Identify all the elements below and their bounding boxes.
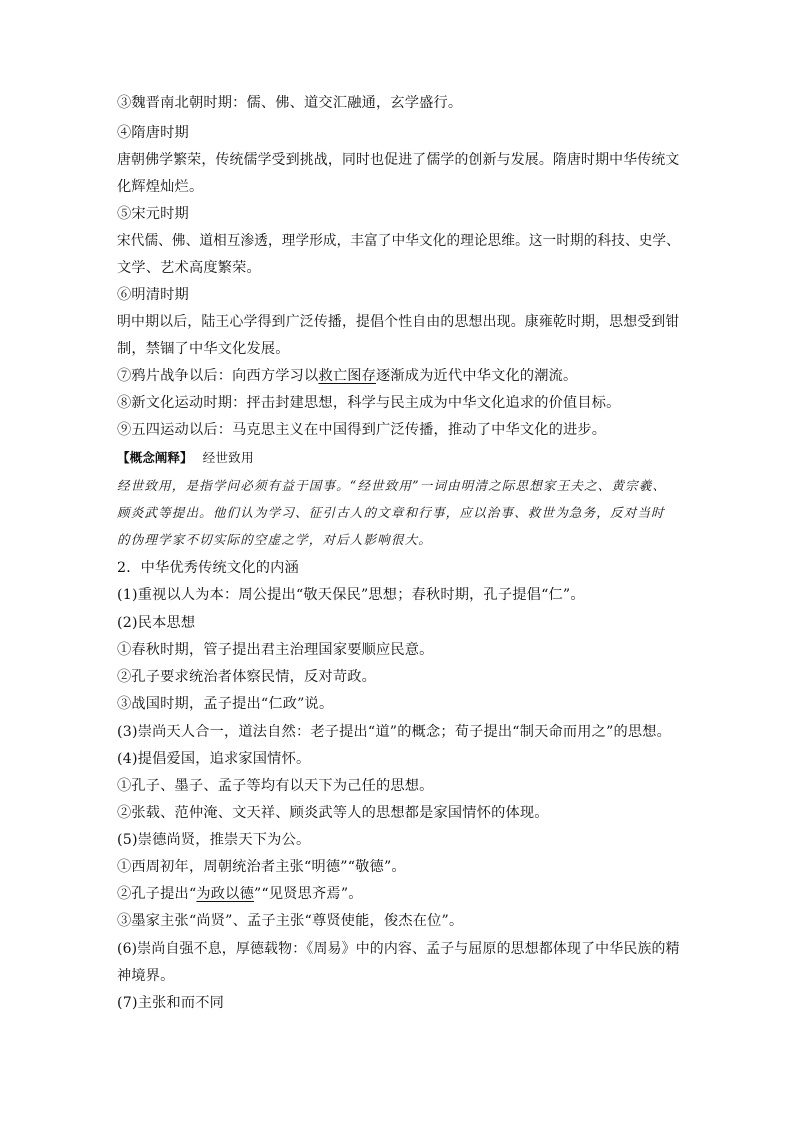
text-line: ③战国时期，孟子提出“仁政”说。 [117, 696, 334, 712]
underlined-term: 为政以德 [196, 886, 254, 902]
concept-heading [117, 448, 254, 468]
text-line: (2)民本思想 [117, 615, 196, 631]
text-line: 唐朝佛学繁荣，传统儒学受到挑战，同时也促进了儒学的创新与发展。隋唐时期中华传统文 [117, 152, 680, 168]
section-heading: ⑥明清时期 [117, 287, 189, 303]
text-line: 化辉煌灿烂。 [117, 179, 204, 195]
text-line: (1)重视以人为本：周公提出“敬天保民”思想；春秋时期，孔子提倡“仁”。 [117, 587, 585, 603]
text-line: (4)提倡爱国，追求家国情怀。 [117, 751, 311, 767]
text-line: 神境界。 [117, 968, 175, 984]
text-line: ①西周初年，周朝统治者主张“明德”“敬德”。 [117, 859, 406, 875]
section-heading: 2．中华优秀传统文化的内涵 [117, 560, 299, 576]
text-line: ②张载、范仲淹、文天祥、顾炎武等人的思想都是家国情怀的体现。 [117, 805, 549, 821]
text-line: 宋代儒、佛、道相互渗透，理学形成，丰富了中华文化的理论思维。这一时期的科技、史学、 [117, 233, 680, 249]
text-line: ⑨五四运动以后：马克思主义在中国得到广泛传播，推动了中华文化的进步。 [117, 422, 607, 438]
text-line: ⑦鸦片战争以后：向西方学习以救亡图存逐渐成为近代中华文化的潮流。 [117, 368, 578, 384]
text-line: ③墨家主张“尚贤”、孟子主张“尊贤使能，俊杰在位”。 [117, 913, 464, 929]
text-line: (3)崇尚天人合一，道法自然：老子提出“道”的概念；荀子提出“制天命而用之”的思想。 [117, 724, 672, 740]
text-line: (5)崇德尚贤，推崇天下为公。 [117, 832, 311, 848]
underlined-term: 救亡图存 [318, 368, 376, 384]
text-line: 制，禁锢了中华文化发展。 [117, 341, 290, 357]
concept-tag: 【概念阐释】 [117, 450, 193, 465]
concept-title: 经世致用 [202, 450, 254, 465]
text-line: (6)崇尚自强不息，厚德载物：《周易》中的内容、孟子与屈原的思想都体现了中华民族的精 [117, 941, 680, 957]
text-line: ①春秋时期，管子提出君主治理国家要顺应民意。 [117, 642, 434, 658]
concept-body-line: 顾炎武等提出。他们认为学习、征引古人的文章和行事，应以治事、救世为急务，反对当时 [117, 505, 665, 520]
text-line: 文学、艺术高度繁荣。 [117, 260, 261, 276]
concept-body-line: 的伪理学家不切实际的空虚之学，对后人影响很大。 [117, 532, 432, 547]
text-line: ⑧新文化运动时期：抨击封建思想，科学与民主成为中华文化追求的价值目标。 [117, 395, 621, 411]
section-heading: ④隋唐时期 [117, 125, 189, 141]
section-heading: ⑤宋元时期 [117, 206, 189, 222]
text-line: 明中期以后，陆王心学得到广泛传播，提倡个性自由的思想出现。康雍乾时期，思想受到钳 [117, 314, 680, 330]
concept-body-line: 经世致用，是指学问必须有益于国事。“经世致用”一词由明清之际思想家王夫之、黄宗羲、 [117, 478, 667, 493]
text-line: (7)主张和而不同 [117, 995, 225, 1011]
text-line: ②孔子要求统治者体察民情，反对苛政。 [117, 669, 376, 685]
text-line: ③魏晋南北朝时期：儒、佛、道交汇融通，玄学盛行。 [117, 95, 463, 111]
text-line: ①孔子、墨子、孟子等均有以天下为己任的思想。 [117, 778, 434, 794]
text-line: ②孔子提出“为政以德”“见贤思齐焉”。 [117, 886, 363, 902]
